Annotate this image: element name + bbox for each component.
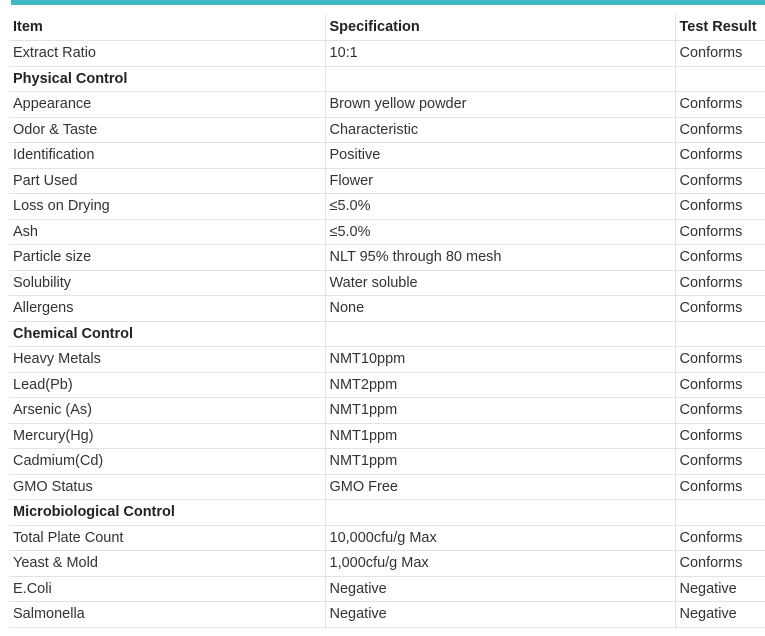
test-result-cell: Conforms (675, 143, 765, 169)
specification-cell: NMT1ppm (325, 449, 675, 475)
item-cell: Cadmium(Cd) (9, 449, 325, 475)
section-heading: Microbiological Control (9, 500, 325, 526)
table-row (9, 194, 765, 220)
table-row (9, 449, 765, 475)
section-result-empty (675, 321, 765, 347)
specification-cell: 10,000cfu/g Max (325, 525, 675, 551)
table-row (9, 296, 765, 322)
test-result-cell: Conforms (675, 296, 765, 322)
table-row (9, 398, 765, 424)
section-row (9, 500, 765, 526)
table-row (9, 117, 765, 143)
table-row (9, 92, 765, 118)
specification-cell: None (325, 296, 675, 322)
table-row (9, 551, 765, 577)
item-cell: Appearance (9, 92, 325, 118)
item-cell: Mercury(Hg) (9, 423, 325, 449)
table-row (9, 270, 765, 296)
section-heading: Physical Control (9, 66, 325, 92)
test-result-cell: Conforms (675, 525, 765, 551)
section-spec-empty (325, 321, 675, 347)
header-row (9, 14, 765, 41)
table-row (9, 372, 765, 398)
specification-cell: ≤5.0% (325, 194, 675, 220)
item-cell: Odor & Taste (9, 117, 325, 143)
item-cell: Particle size (9, 245, 325, 271)
table-row (9, 168, 765, 194)
test-result-cell: Conforms (675, 551, 765, 577)
item-cell: Lead(Pb) (9, 372, 325, 398)
section-row (9, 66, 765, 92)
item-cell: E.Coli (9, 576, 325, 602)
header-item: Item (13, 19, 43, 35)
test-result-cell: Conforms (675, 449, 765, 475)
item-cell: Allergens (9, 296, 325, 322)
specification-cell: 1,000cfu/g Max (325, 551, 675, 577)
top-accent-rule (11, 0, 765, 5)
test-result-cell: Conforms (675, 168, 765, 194)
specification-cell: NLT 95% through 80 mesh (325, 245, 675, 271)
specification-cell: Brown yellow powder (325, 92, 675, 118)
table-row (9, 474, 765, 500)
item-cell: GMO Status (9, 474, 325, 500)
item-cell: Identification (9, 143, 325, 169)
item-cell: Total Plate Count (9, 525, 325, 551)
test-result-cell: Negative (675, 576, 765, 602)
specification-cell: NMT1ppm (325, 423, 675, 449)
test-result-cell: Conforms (675, 372, 765, 398)
header-test-result: Test Result (675, 14, 765, 41)
table-row (9, 143, 765, 169)
table-row (9, 602, 765, 628)
table-row (9, 576, 765, 602)
section-result-empty (675, 66, 765, 92)
section-result-empty (675, 500, 765, 526)
specification-cell: NMT10ppm (325, 347, 675, 373)
table-row (9, 423, 765, 449)
specification-cell: NMT2ppm (325, 372, 675, 398)
specification-cell: Water soluble (325, 270, 675, 296)
test-result-cell: Conforms (675, 245, 765, 271)
item-cell: Loss on Drying (9, 194, 325, 220)
test-result-cell: Conforms (675, 41, 765, 67)
specification-cell: Negative (325, 576, 675, 602)
specification-cell: ≤5.0% (325, 219, 675, 245)
specification-cell: Characteristic (325, 117, 675, 143)
item-cell: Arsenic (As) (9, 398, 325, 424)
item-cell: Heavy Metals (9, 347, 325, 373)
test-result-cell: Conforms (675, 423, 765, 449)
specification-cell: 10:1 (325, 41, 675, 67)
table-row (9, 525, 765, 551)
section-heading: Chemical Control (9, 321, 325, 347)
table-row (9, 245, 765, 271)
item-cell: Salmonella (9, 602, 325, 628)
test-result-cell: Conforms (675, 474, 765, 500)
specification-cell: GMO Free (325, 474, 675, 500)
table-header (9, 14, 765, 41)
item-cell: Part Used (9, 168, 325, 194)
test-result-cell: Conforms (675, 347, 765, 373)
test-result-cell: Conforms (675, 270, 765, 296)
test-result-cell: Conforms (675, 398, 765, 424)
specification-cell: Positive (325, 143, 675, 169)
specification-table (9, 14, 765, 628)
item-cell: Ash (9, 219, 325, 245)
section-row (9, 321, 765, 347)
item-cell: Extract Ratio (9, 41, 325, 67)
table-row (9, 219, 765, 245)
test-result-cell: Conforms (675, 92, 765, 118)
item-cell: Solubility (9, 270, 325, 296)
section-spec-empty (325, 66, 675, 92)
table-row (9, 41, 765, 67)
test-result-cell: Negative (675, 602, 765, 628)
section-spec-empty (325, 500, 675, 526)
header-specification: Specification (325, 14, 675, 41)
table-body (9, 41, 765, 628)
specification-cell: Flower (325, 168, 675, 194)
test-result-cell: Conforms (675, 219, 765, 245)
specification-cell: NMT1ppm (325, 398, 675, 424)
item-cell: Yeast & Mold (9, 551, 325, 577)
test-result-cell: Conforms (675, 117, 765, 143)
test-result-cell: Conforms (675, 194, 765, 220)
table-row (9, 347, 765, 373)
specification-cell: Negative (325, 602, 675, 628)
